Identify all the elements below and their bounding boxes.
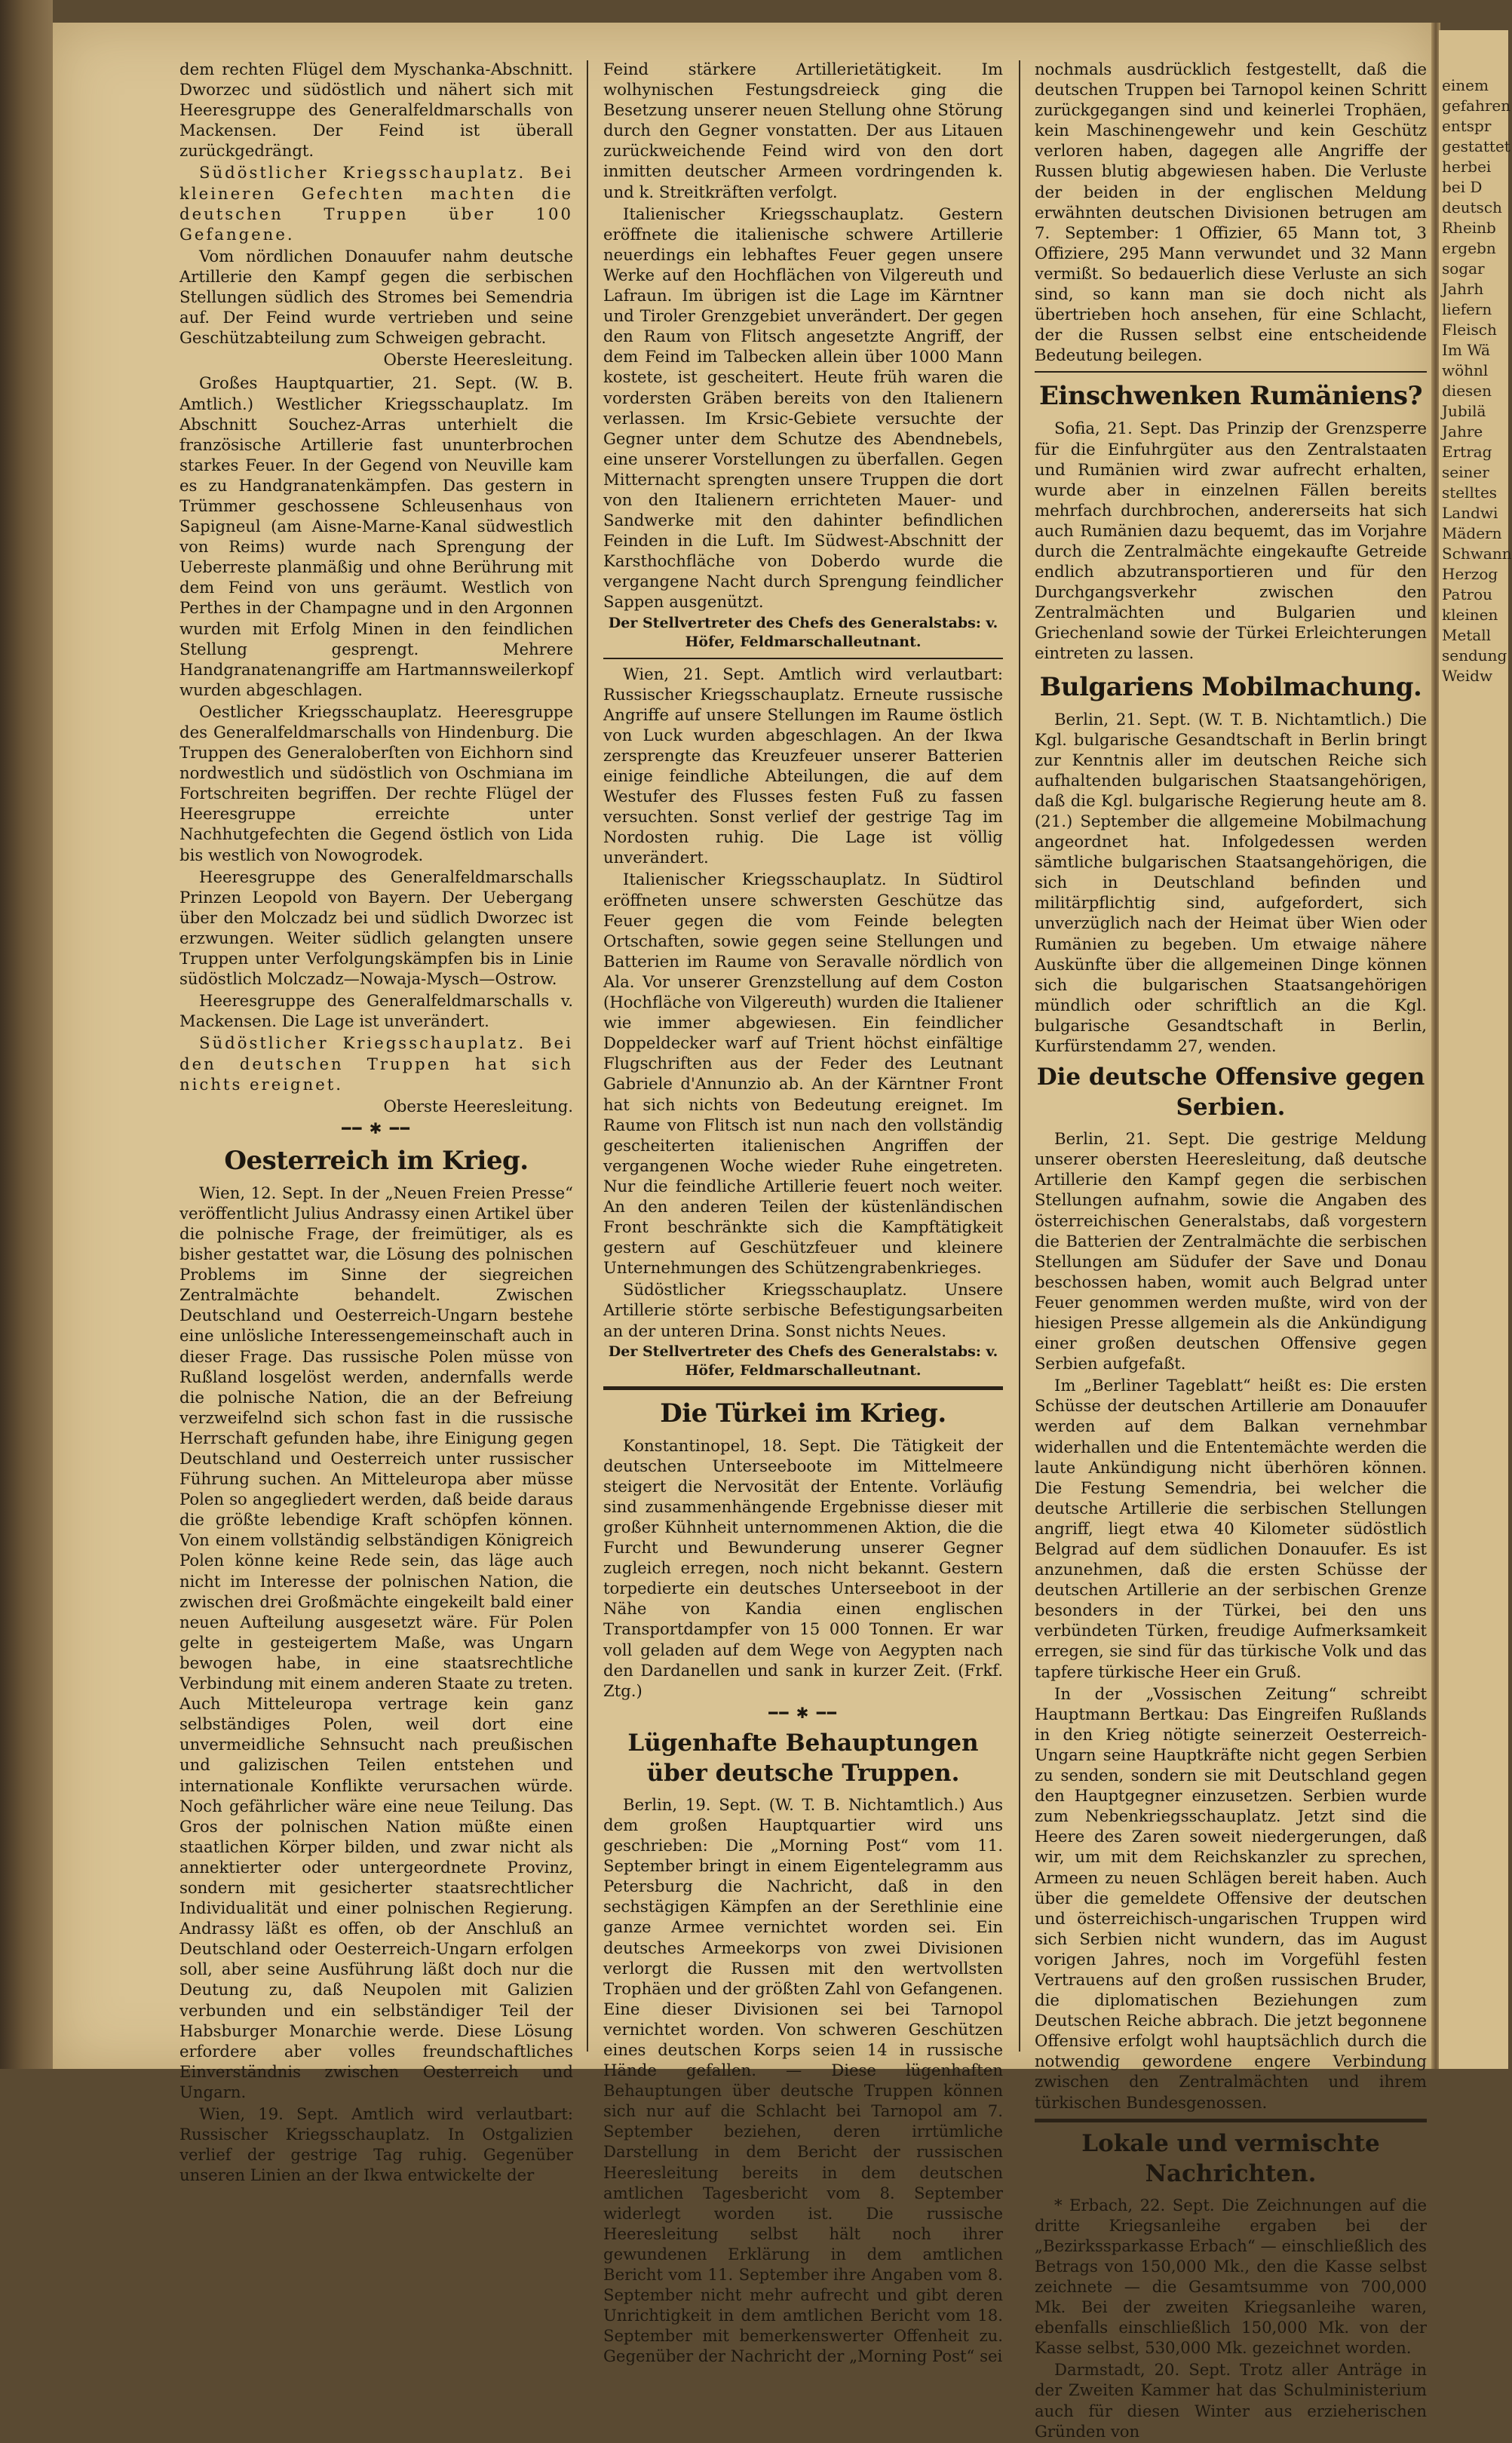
article-text: Italienischer Kriegsschauplatz. In Südtirol eröffneten unsere schwersten Geschütze das Feuer gegen die vom Feinde belegten Ortschaften, sowie gegen seine Stellungen und Batterien im Raume von Seravalle nördlich von Ala. Vor unserer Grenzstellung auf dem Coston (Hochfläche von Vilgereuth) wurden die Italiener wie immer abgewiesen. Ein feindlicher Doppeldecker warf auf Trient höchst einfältige Flugschriften aus der Feder des Leutnant Gabriele d'Annunzio ab. An der Kärntner Front hat sich nichts von Bedeutung ereignet. Im Raume von Flitsch ist nun nach den vollständig gescheiterten italienischen Angriffen der vergangenen Woche wieder Ruhe eingetreten. Nur die feindliche Artillerie feuert noch weiter. An den anderen Teilen der küstenländischen Front beschränkte sich die Kampftätigkeit gestern auf Geschützfeuer und kleinere Unternehmungen des Schützengrabenkrieges. <box>603 870 1003 1278</box>
column-2 <box>603 59 1003 2368</box>
section-heading: Lügenhafte Behauptungen <box>627 1729 979 1757</box>
section-heading: Oesterreich im Krieg. <box>224 1145 529 1176</box>
fragment-word: Mädern <box>1442 524 1502 542</box>
article-text: Konstantinopel, 18. Sept. Die Tätigkeit der deutschen Unterseeboote im Mittelmeere steigert die Nervosität der Entente. Vorläufig sind zusammenhängende Ergebnisse dieser mit großer Kühnheit unternommenen Aktion, die die Furcht und Bewunderung unserer Gegner zugleich erregen, noch nicht bekannt. Gestern torpedierte ein deutsches Unterseeboot in der Nähe von Kandia einen englischen Transportdampfer von 15 000 Tonnen. Er war voll geladen auf dem Wege von Aegypten nach den Dardanellen und sank in kurzer Zeit. (Frkf. Ztg.) <box>603 1435 1003 1700</box>
fragment-word: gestattet <box>1442 137 1510 155</box>
signature-line: Oberste Heeresleitung. <box>383 350 573 370</box>
divider <box>603 658 1003 659</box>
article-text: nochmals ausdrücklich festgestellt, daß die deutschen Truppen bei Tarnopol keinen Schritt zurückgegangen sind und keinerlei Trophäen, kein Maschinengewehr und kein Geschütz verloren haben, dagegen alle Angriffe der Russen blutig abgewiesen haben. Die Verluste der beiden in der englischen Meldung erwähnten deutschen Divisionen betrugen am 7. September: 1 Offizier, 65 Mann tot, 3 Offiziere, 295 Mann verwundet und 32 Mann vermißt. So bedauerlich diese Verluste an sich sind, so kann man sie doch nicht als übertrieben hoch ansehen, für eine Schlacht, der die Russen selbst eine entscheidende Bedeutung beilegen. <box>1035 60 1427 365</box>
article-text: Vom nördlichen Donauufer nahm deutsche Artillerie den Kampf gegen die serbischen Stellungen südlich des Stromes bei Semendria auf. Der Feind wurde vertrieben und seine Geschützabteilung zum Schweigen gebracht. <box>179 246 573 348</box>
fragment-word: Patrou <box>1442 585 1493 603</box>
signature-line: Der Stellvertreter des Chefs des Generalstabs: v. Höfer, Feldmarschalleutnant. <box>608 1343 998 1379</box>
fragment-word: stelltes <box>1442 483 1498 502</box>
section-heading: Bulgariens Mobilmachung. <box>1039 671 1422 702</box>
article-text: Südöstlicher Kriegsschauplatz. Unsere Artillerie störte serbische Befestigungsarbeiten an der unteren Drina. Sonst nichts Neues. <box>603 1280 1003 1340</box>
article-text: Berlin, 19. Sept. (W. T. B. Nichtamtlich.) Aus dem großen Hauptquartier wird uns geschrieben: Die „Morning Post“ vom 11. September bringt in einem Eigentelegramm aus Petersburg die Nachricht, daß in den sechstägigen Kämpfen an der Serethlinie eine ganze Armee vernichtet worden sei. Ein deutsches Armeekorps von zwei Divisionen verlorgt die Russen mit den wertvollsten Trophäen und der größten Zahl von Gefangenen. Eine dieser Divisionen sei bei Tarnopol vernichtet worden. Von schweren Geschützen eines deutschen Korps seien 14 in russische Hände gefallen. — Diese lügenhaften Behauptungen über deutsche Truppen können sich nur auf die Schlacht bei Tarnopol am 7. September beziehen, deren irrtümliche Darstellung in dem Bericht der russischen Heeresleitung bereits in dem deutschen amtlichen Tagesbericht vom 8. September widerlegt worden ist. Die russische Heeresleitung selbst hält noch ihrer gewundenen Erklärung in dem amtlichen Bericht vom 11. September ihre Angaben vom 8. September nicht mehr aufrecht und gibt deren Unrichtigkeit in dem amtlichen Bericht vom 18. September mit bemerkenswerter Offenheit zu. Gegenüber der Nachricht der „Morning Post“ sei <box>603 1794 1003 2366</box>
fragment-word: bei D <box>1442 178 1483 196</box>
fragment-word: Metall <box>1442 626 1492 644</box>
article-text: Darmstadt, 20. Sept. Trotz aller Anträge in der Zweiten Kammer hat das Schulministerium auch für diesen Winter aus erzieherischen Gründen von <box>1035 2360 1427 2441</box>
article-text: Wien, 21. Sept. Amtlich wird verlautbart: Russischer Kriegsschauplatz. Erneute russische Angriffe auf unsere Stellungen im Raume östlich von Luck wurden abgeschlagen. An der Ikwa zersprengte das Kreuzfeuer unserer Batterien einige feindliche Abteilungen, die auf dem Westufer des Flusses festen Fuß zu fassen versuchten. Sonst verlief der gestrige Tag im Nordosten ruhig. Die Lage ist völlig unverändert. <box>603 664 1003 867</box>
ornament-divider: ━━ ✱ ━━ <box>768 1703 838 1722</box>
fragment-word: herbei <box>1442 158 1492 176</box>
facing-page-fragments <box>1442 75 1512 686</box>
section-heading: Die deutsche Offensive gegen Serbien. <box>1036 1063 1425 1122</box>
divider <box>603 1386 1003 1390</box>
article-text: In der „Vossischen Zeitung“ schreibt Hauptmann Bertkau: Das Eingreifen Rußlands in den Krieg nötigte seinerzeit Oesterreich-Ungarn seine Hauptkräfte nicht gegen Serbien zu senden, sondern sie mit Deutschland gegen den Hauptgegner einzusetzen. Serbien wurde zum Nebenkriegsschauplatz. Jetzt sind die Heere des Zaren soweit niedergerungen, daß wir, um mit dem Reichskanzler zu sprechen, Armeen zu neuen Schlägen bereit haben. Auch über die gemeldete Offensive der deutschen und österreichisch-ungarischen Truppen wird sich Serbien nicht wundern, das im August vorigen Jahres, noch im Vorgefühl festen Vertrauens auf den großen russischen Bruder, die diplomatischen Beziehungen zum Deutschen Reiche abbrach. Die jetzt begonnene Offensive erfolgt wohl hauptsächlich durch die notwendig gewordene engere Verbindung zwischen den Zentralmächten und ihrem türkischen Bundesgenossen. <box>1035 1683 1427 2112</box>
fragment-word: gefahren <box>1442 97 1511 115</box>
signature-line: Oberste Heeresleitung. <box>383 1096 573 1116</box>
fragment-word: sogar <box>1442 259 1485 278</box>
fragment-word: wöhnl <box>1442 361 1489 379</box>
fragment-word: Rheinb <box>1442 219 1496 237</box>
fragment-word: Landwi <box>1442 504 1498 522</box>
divider <box>1035 2119 1427 2122</box>
fragment-word: diesen <box>1442 382 1492 400</box>
fragment-word: deutsch <box>1442 198 1502 216</box>
signature-line: Der Stellvertreter des Chefs des Generalstabs: v. Höfer, Feldmarschalleutnant. <box>608 614 998 650</box>
section-heading: Einschwenken Rumäniens? <box>1038 381 1422 412</box>
article-text: Großes Hauptquartier, 21. Sept. (W. B. Amtlich.) Westlicher Kriegsschauplatz. Im Abschnitt Souchez-Arras unterhielt die französische Artillerie fast ununterbrochen starkes Feuer. In der Gegend von Neuville kam es zu Handgranatenkämpfen. Das gestern in Trümmer geschossene Schleusenhaus von Sapigneul (am Aisne-Marne-Kanal südwestlich von Reims) wurde nach Sprengung der Ueberreste planmäßig und ohne Berührung mit dem Feind von uns geräumt. Westlich von Perthes in der Champagne und in den Argonnen wurden mit Erfolg Minen in den feindlichen Stellung gesprengt. Mehrere Handgranatenangriffe am Hartmannsweilerkopf wurden abgeschlagen. <box>179 373 573 699</box>
article-text: Südöstlicher Kriegsschauplatz. Bei den deutschen Truppen hat sich nichts ereignet. <box>179 1033 573 1094</box>
fragment-word: Herzog <box>1442 565 1498 583</box>
ornament-divider: ━━ ✱ ━━ <box>342 1119 411 1137</box>
fragment-word: liefern <box>1442 300 1492 318</box>
article-text: Sofia, 21. Sept. Das Prinzip der Grenzsperre für die Einfuhrgüter aus den Zentralstaaten und Rumänien wird zwar aufrecht erhalten, wurde aber in einzelnen Fällen bereits mehrfach durchbrochen, andererseits hat sich auch Rumänien dazu bequemt, das im Vorjahre durch die Zentralmächte eingekaufte Getreide endlich abzutransportieren und für den Durchgangsverkehr zwischen den Zentralmächten und Bulgarien und Griechenland sowie der Türkei Erleichterungen eintreten zu lassen. <box>1035 419 1427 663</box>
article-text: dem rechten Flügel dem Myschanka-Abschnitt. Dworzec und südöstlich und nähert sich mit Heeresgruppe des Generalfeldmarschalls von Mackensen. Der Feind ist überall zurückgedrängt. <box>179 60 573 161</box>
article-text: Südöstlicher Kriegsschauplatz. Bei kleineren Gefechten machten die deutschen Truppen über 100 Gefangene. <box>179 163 573 244</box>
fragment-word: Fleisch <box>1442 321 1497 339</box>
fragment-word: Jahrh <box>1442 280 1484 298</box>
section-heading: Lokale und vermischte Nachrichten. <box>1081 2129 1380 2187</box>
book-binding <box>0 0 53 2069</box>
section-heading: Die Türkei im Krieg. <box>660 1398 946 1429</box>
article-text: Heeresgruppe des Generalfeldmarschalls Prinzen Leopold von Bayern. Der Uebergang über den Molczadz bei und südlich Dworzec ist erzwungen. Weiter südlich gelangten unsere Truppen unter Verfolgungskämpfen bis in Linie südöstlich Molczadz—Nowaja-Mysch—Ostrow. <box>179 867 573 989</box>
article-text: Berlin, 21. Sept. Die gestrige Meldung unserer obersten Heeresleitung, daß deutsche Artillerie den Kampf gegen die serbischen Stellungen aufnahm, sowie die Angaben des österreichischen Generalstabs, daß vorgestern die Batterien der Zentralmächte die serbischen Stellungen am Südufer der Save und Donau beschossen haben, womit auch Belgrad unter Feuer genommen werden mußte, wird von der hiesigen Presse allgemein als die Ankündigung einer großen deutschen Offensive gegen Serbien aufgefaßt. <box>1035 1129 1427 1373</box>
fragment-word: ergebn <box>1442 239 1496 257</box>
fragment-word: Jahre <box>1442 422 1483 440</box>
column-3 <box>1035 59 1427 2443</box>
article-text: Im „Berliner Tageblatt“ heißt es: Die ersten Schüsse der deutschen Artillerie am Donauufer werden auf dem Balkan vernehmbar widerhallen und die Ententemächte werden die laute Ankündigung nicht überhören können. Die Festung Semendria, bei welcher die deutsche Artillerie die serbischen Stellungen angriff, liegt etwa 40 Kilometer südöstlich Belgrad auf dem südlichen Donauufer. Es ist anzunehmen, daß die ersten Schüsse der deutschen Artillerie an der serbischen Grenze besonders in der Türkei, bei den uns verbündeten Türken, freudige Aufmerksamkeit erregen, sie sind für das türkische Volk und das tapfere türkische Heer ein Gruß. <box>1035 1376 1427 1681</box>
fragment-word: entspr <box>1442 117 1492 135</box>
fragment-word: kleinen <box>1442 606 1498 624</box>
article-text: Heeresgruppe des Generalfeldmarschalls v. Mackensen. Die Lage ist unverändert. <box>179 991 573 1031</box>
article-text: Wien, 12. Sept. In der „Neuen Freien Presse“ veröffentlicht Julius Andrassy einen Artikel über die polnische Frage, der freimütiger, als es bisher gestattet war, die Lösung des polnischen Problems im Sinne der siegreichen Zentralmächte behandelt. Zwischen Deutschland und Oesterreich-Ungarn bestehe eine unlösliche Interessengemeinschaft auch in dieser Frage. Das russische Polen müsse von Rußland losgelöst werden, andernfalls werde die polnische Nation, die an der Befreiung verzweifelnd sich schon fast in die russische Herrschaft gefunden habe, ihre Einigung gegen Deutschland und Oesterreich unter russischer Führung suchen. An Mitteleuropa aber müsse Polen so angegliedert werden, daß beide daraus die größte lebendige Kraft schöpfen können. Von einem vollständig selbständigen Königreich Polen könne keine Rede sein, das läge auch nicht im Interesse der polnischen Nation, die zwischen drei Großmächte eingekeilt bald einer neuen Aufteilung ausgesetzt wäre. Für Polen gelte in gesteigertem Maße, was Ungarn bewogen habe, in eine staatsrechtliche Verbindung mit einem anderen Staate zu treten. Auch Mitteleuropa vertrage kein ganz selbständiges Polen, weil dort eine unvermeidliche Sehnsucht nach preußischen und galizischen Teilen entstehen und internationale Konflikte verursachen würde. Noch gefährlicher wäre eine neue Teilung. Das Gros der polnischen Nation müßte einen staatlichen Körper bilden, und zwar nicht als annektierter oder untergeordnete Provinz, sondern mit gesicherter staatsrechtlicher Individualität und einer polnischen Regierung. Andrassy läßt es offen, ob der Anschluß an Deutschland oder Oesterreich-Ungarn erfolgen soll, aber seine Ausführung läßt doch nur die Deutung zu, daß Neupolen mit Galizien verbunden und ein selbständiger Teil der Habsburger Monarchie werde. Diese Lösung erfordere aber volles freundschaftliches Einverständnis zwischen Oesterreich und Ungarn. <box>179 1183 573 2101</box>
fragment-word: einem <box>1442 76 1489 94</box>
article-text: Wien, 19. Sept. Amtlich wird verlautbart: Russischer Kriegsschauplatz. In Ostgalizien verlief der gestrige Tag ruhig. Gegenüber unseren Linien an der Ikwa entwickelte der <box>179 2104 573 2185</box>
fragment-word: sendung <box>1442 646 1507 664</box>
fragment-word: Jubilä <box>1442 402 1486 420</box>
section-heading: über deutsche Truppen. <box>646 1759 960 1787</box>
fragment-word: Ertrag <box>1442 443 1492 461</box>
article-text: Feind stärkere Artillerietätigkeit. Im wolhynischen Festungsdreieck ging die Besetzung unserer neuen Stellung ohne Störung durch den Gegner vonstatten. Der aus Litauen zurückweichende Feind wird von den dort inmitten deutscher Armeen vordringenden k. und k. Streitkräften verfolgt. <box>603 60 1003 201</box>
article-text: Berlin, 21. Sept. (W. T. B. Nichtamtlich.) Die Kgl. bulgarische Gesandtschaft in Berlin bringt zur Kenntnis aller im deutschen Reiche sich aufhaltenden bulgarischen Staatsangehörigen, daß die Kgl. bulgarische Regierung heute am 8. (21.) September die allgemeine Mobilmachung angeordnet hat. Infolgedessen werden sämtliche bulgarischen Staatsangehörigen, die sich in Deutschland befinden und militärpflichtig sind, aufgefordert, sich unverzüglich nach der Heimat über Wien oder Rumänien zu begeben. Um etwaige nähere Auskünfte über die allgemeinen Dinge können sich die bulgarischen Staatsangehörigen mündlich oder schriftlich an die Kgl. bulgarische Gesandtschaft in Berlin, Kurfürstendamm 27, wenden. <box>1035 709 1427 1056</box>
article-text: * Erbach, 22. Sept. Die Zeichnungen auf die dritte Kriegsanleihe ergaben bei der „Bezirkssparkasse Erbach“ — einschließlich des Betrags von 150,000 Mk., den die Kasse selbst zeichnete — die Gesamtsumme von 700,000 Mk. Bei der zweiten Kriegsanleihe waren, ebenfalls einschließlich 150,000 Mk. von der Kasse selbst, 530,000 Mk. gezeichnet worden. <box>1035 2195 1427 2358</box>
column-rule <box>587 60 588 2052</box>
column-rule <box>1019 60 1020 2052</box>
article-text: Italienischer Kriegsschauplatz. Gestern eröffnete die italienische schwere Artillerie neuerdings ein lebhaftes Feuer gegen unsere Werke auf den Hochflächen von Vilgereuth und Lafraun. Im übrigen ist die Lage im Kärntner und Tiroler Grenzgebiet unverändert. Der gegen den Raum von Flitsch angesetzte Angriff, der dem Feind im Talbecken allein über 1000 Mann kostete, ist gescheitert. Heute früh waren die vordersten Gräben bereits von den Italienern verlassen. Im Krsic-Gebiete versuchte der Gegner unter dem Schutze des Abendnebels, eine unserer Vorstellungen zu überfallen. Gegen Mitternacht sprengten unsere Truppen die dort von den Italienern errichteten Mauer- und Sandwerke mit den dahinter befindlichen Feinden in die Luft. Im Südwest-Abschnitt der Karsthochfläche von Doberdo wurde die vergangene Nacht durch Sprengung feindlicher Sappen ausgenützt. <box>603 204 1003 612</box>
fragment-word: seiner <box>1442 463 1489 481</box>
fragment-word: Schwann <box>1442 545 1512 563</box>
fragment-word: Weidw <box>1442 667 1493 685</box>
article-text: Oestlicher Kriegsschauplatz. Heeresgruppe des Generalfeldmarschalls von Hindenburg. Die Truppen des Generaloberſten von Eichhorn sind nordwestlich und südöstlich von Oschmiana im Fortschreiten begriffen. Der rechte Flügel der Heeresgruppe erreichte unter Nachhutgefechten die Gegend östlich von Lida bis westlich von Nowogrodek. <box>179 701 573 864</box>
column-1 <box>179 59 573 2187</box>
fragment-word: Im Wä <box>1442 341 1490 359</box>
divider <box>1035 371 1427 373</box>
